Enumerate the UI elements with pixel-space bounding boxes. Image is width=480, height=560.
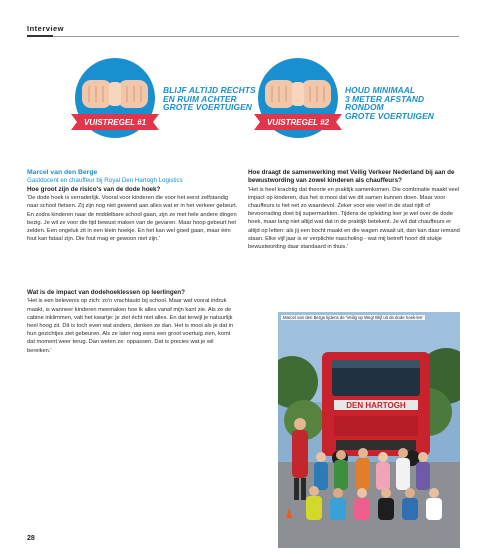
question-heading: Hoe groot zijn de risico's van de dode hoek? <box>27 185 161 193</box>
badge-label: VUISTREGEL #2 <box>266 118 330 127</box>
left-column-intro <box>27 169 239 243</box>
fist-badge-2 <box>248 56 348 142</box>
badge-label: VUISTREGEL #1 <box>83 118 147 127</box>
question-heading: Wat is de impact van dodehoeklessen op leerlingen? <box>27 289 185 296</box>
author-role: Gastdocent en chauffeur bij Royal Den Hartogh Logistics <box>27 177 183 185</box>
rule-1-line: GROTE VOERTUIGEN <box>163 102 252 113</box>
answer-text: 'De dode hoek is verraderlijk. Vooral voor kinderen die voor het eerst zelfstandig naar school fietsen. Zij zijn nog niet gewend aan alles wat er in het verkeer gebeurt. En zodra kinderen naar de middelbare school gaan, zijn ze met hele andere dingen bezig. Je wil ze voor die tijd bewust maken van de gevaren. Maar hoop gebeurt het zelden. Een ongeluk zit in een klein hoekje. En het kan wel goed gaan, maar één fout kan fataal zijn. Die fout mag er gewoon niet zijn.' <box>27 195 238 243</box>
photo-caption: Marcel van den Berge tijdens de 'Veilig op Weg! Blijf uit de dode hoek-les' <box>283 315 423 320</box>
left-column-impact <box>27 289 239 355</box>
rule-1-line: BLIJF ALTIJD RECHTS <box>163 85 256 95</box>
rule-2-line: HOUD MINIMAAL <box>345 85 416 95</box>
fist-icon <box>265 80 331 108</box>
truck-label: DEN HARTOGH <box>346 401 406 410</box>
group-photo <box>278 312 460 548</box>
right-column <box>248 169 460 251</box>
rule-2-line: 3 METER AFSTAND RONDOM <box>345 93 425 113</box>
rule-2-text <box>345 86 465 120</box>
question-heading: Hoe draagt de samenwerking met Veilig Verkeer Nederland bij aan de bewustwording van zowel kinderen als chauffeurs? <box>248 169 455 185</box>
rule-2-line: GROTE VOERTUIGEN <box>345 110 434 121</box>
section-divider-mark <box>27 35 53 37</box>
section-divider <box>27 36 459 37</box>
answer-text: 'Het is heel krachtig dat theorie en praktijk samenkomen. Die combinatie maakt veel impact op kinderen, dus het is mooi dat we dit samen kunnen doen. Maar voor chauffeurs is het net zo waardevol. Zeker voor wie veel in de stad rijdt of bevoorrading doet bij supermarkten. Tijdens de opleiding leer je wel over de dode hoek, maar lang niet altijd wat dat in de praktijk betekent. Je wil dat chauffeurs er altijd op letten: als jij een bocht maakt en die wagen zwaait uit, dan kan daar iemand staan. Elke vijf jaar is er verplichte nascholing - wat mij betreft hoort dit stukje bewustwording daar standaard in thuis.' <box>248 186 460 251</box>
fist-icon <box>82 80 148 108</box>
fist-badge-1 <box>65 56 165 142</box>
author-name: Marcel van den Berge <box>27 169 98 176</box>
answer-text: 'Het is een belevenis op zich: zo'n vrachtauto bij school. Maar wat vooral indruk maakt, is wanneer kinderen meemaken hoe ik alles vanaf mijn kant zie. Als ze de cabine inklimmen, valt het kwartje: je ziet écht niet alles. En dat terwijl je natuurlijk heel hoog zit. Dit is toch even wat anders, denken ze dan. Het is mooi als je dat in hun gezichtjes ziet gebeuren. Als ze later nog eens een groot voertuig zien, komt dat moment weer terug. Dan weten ze: oppassen. Dat is precies wat je wil bereiken.' <box>27 298 234 354</box>
rule-1-line: EN RUIM ACHTER <box>163 93 237 104</box>
section-label: Interview <box>27 24 65 33</box>
page-number: 28 <box>27 535 35 542</box>
truck <box>322 352 430 466</box>
